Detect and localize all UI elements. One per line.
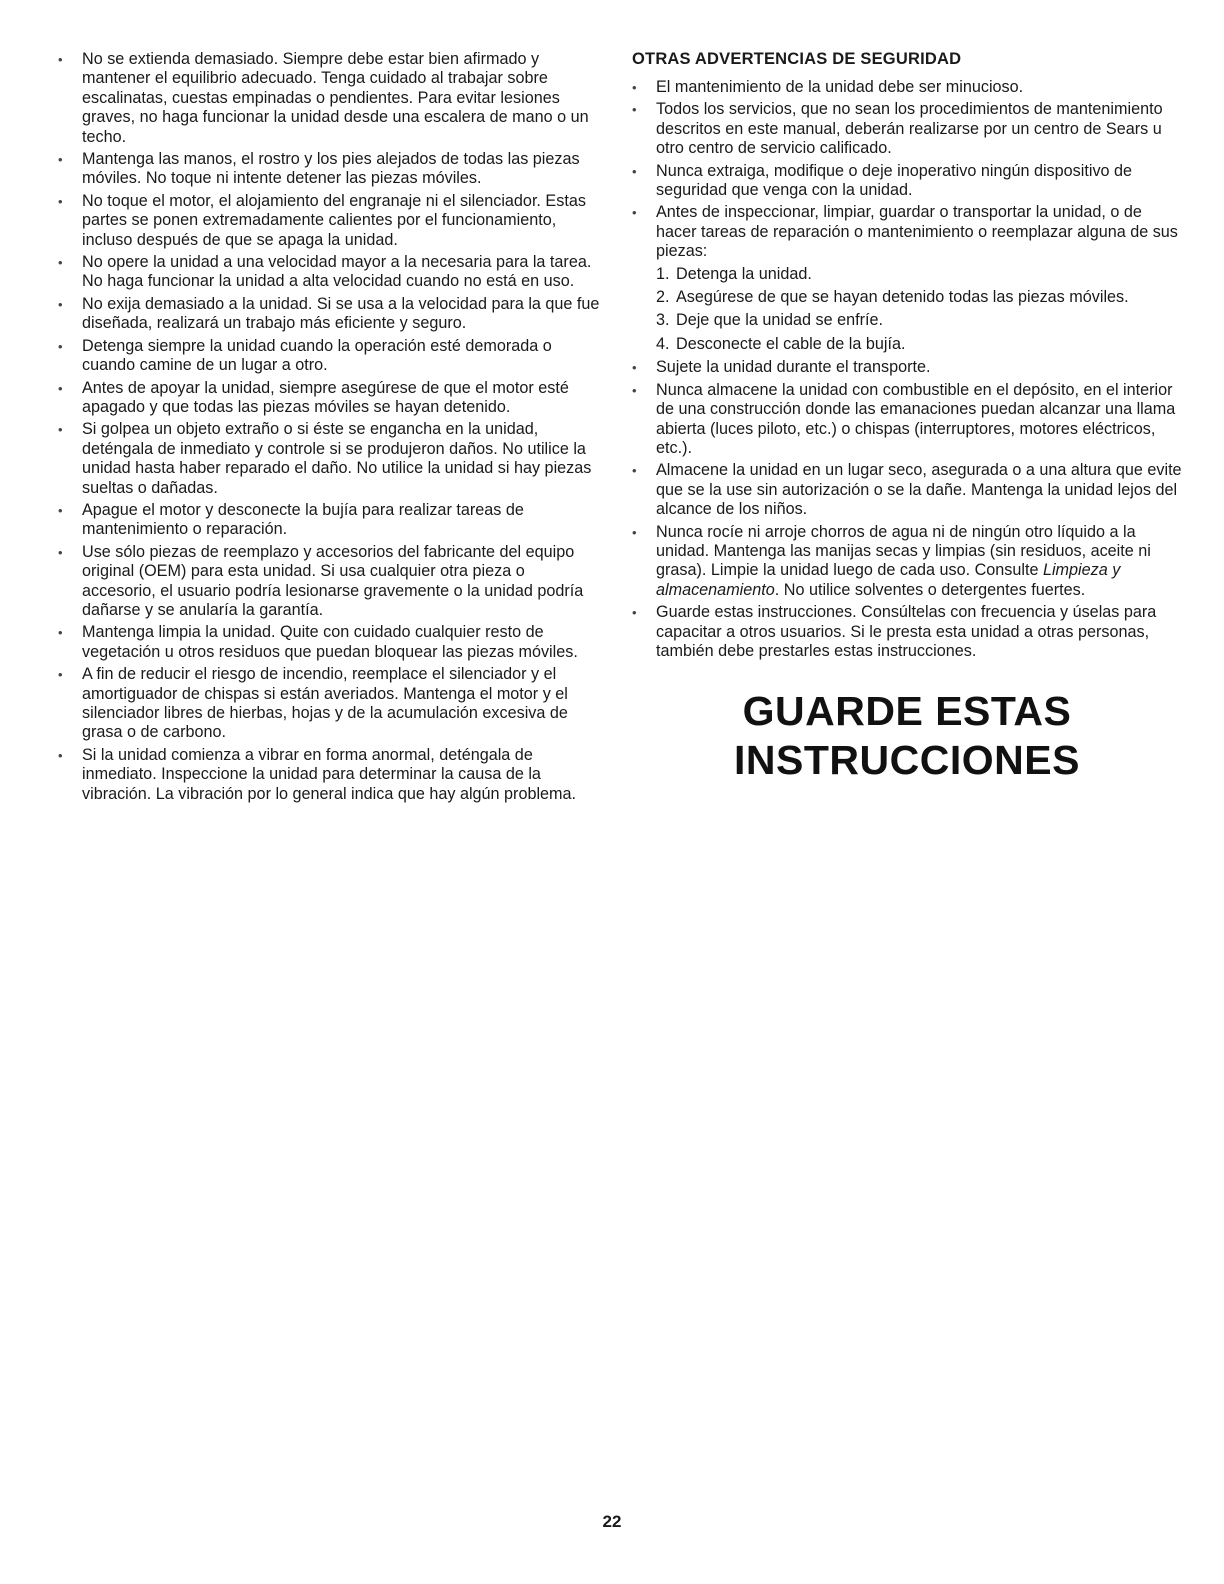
bullet-icon: • (58, 152, 63, 168)
bullet-icon: • (58, 52, 63, 67)
list-item: • Use sólo piezas de reemplazo y accesorios del fabricante del equipo original (OEM) para esta unidad. Si usa cualquier otra pieza o accesorio, el usuario podría lesionarse gravemente o la unidad podría dañarse y se anularía la garantía. (58, 542, 584, 619)
list-item: • A fin de reducir el riesgo de incendio, reemplace el silenciador y el amortiguador de chispas si están averiados. Mantenga el motor y el silenciador libres de hierbas, hojas y de la acumulación excesiva de grasa o de carbono. (58, 665, 568, 742)
bullet-icon: • (632, 382, 637, 398)
bullet-icon: • (58, 338, 63, 354)
list-item: • Guarde estas instrucciones. Consúltelas con frecuencia y úselas para capacitar a otros usuarios. Si le presta esta unidad a otras personas, también debe prestarles estas instrucciones. (632, 603, 1157, 660)
page-number: 22 (602, 1512, 622, 1531)
safety-list-right (632, 78, 1182, 661)
bullet-icon: • (58, 193, 63, 209)
banner-line-1: GUARDE ESTAS (742, 688, 1072, 735)
step-number: 2. (656, 288, 670, 307)
list-item: • No toque el motor, el alojamiento del engranaje ni el silenciador. Estas partes se ponen extremadamente calientes por el funcionamiento, incluso después de que se apaga la unidad. (58, 191, 586, 249)
bullet-icon: • (632, 80, 637, 95)
list-item: • Nunca rocíe ni arroje chorros de agua ni de ningún otro líquido a la unidad. Mantenga las manijas secas y limpias (sin residuos, aceite ni grasa). Limpie la unidad luego de cada uso. Consulte Limpieza y almacenamiento. No utilice solventes o detergentes fuertes. (632, 522, 1151, 599)
bullet-icon: • (58, 255, 63, 271)
list-item: • Sujete la unidad durante el transporte. (632, 358, 931, 377)
bullet-icon: • (632, 524, 637, 540)
left-column (58, 50, 602, 807)
list-item: • Nunca extraiga, modifique o deje inoperativo ningún dispositivo de seguridad que venga con la unidad. (632, 161, 1133, 200)
list-item: • Detenga siempre la unidad cuando la operación esté demorada o cuando camine de un lugar a otro. (58, 336, 552, 375)
banner-line-2: INSTRUCCIONES (734, 737, 1080, 784)
list-item: • El mantenimiento de la unidad debe ser minucioso. (632, 78, 1024, 96)
bullet-icon: • (58, 296, 63, 312)
list-item: • Mantenga las manos, el rostro y los pies alejados de todas las piezas móviles. No toque ni intente detener las piezas móviles. (58, 150, 580, 188)
bullet-icon: • (58, 544, 63, 560)
bullet-icon: • (632, 605, 637, 621)
list-item: • Almacene la unidad en un lugar seco, asegurada o a una altura que evite que se la use sin autorización o se la dañe. Mantenga la unidad lejos del alcance de los niños. (632, 461, 1182, 519)
bullet-icon: • (58, 667, 63, 683)
step-item: 2. Asegúrese de que se hayan detenido todas las piezas móviles. (656, 288, 1129, 307)
list-item: • Antes de inspeccionar, limpiar, guardar o transportar la unidad, o de hacer tareas de reparación o mantenimiento o reemplazar alguna de sus piezas: 1. Detenga la unidad. 2. Asegúrese de que se hayan detenido todas las piezas móviles. 3. Deje que la unidad se enfríe. 4. Desconecte el cable de la bujía. (632, 203, 1182, 354)
bullet-icon: • (58, 502, 63, 518)
bullet-icon: • (632, 205, 637, 221)
list-item: • No opere la unidad a una velocidad mayor a la necesaria para la tarea. No haga funcionar la unidad a alta velocidad cuando no está en uso. (58, 253, 592, 291)
step-item: 4. Desconecte el cable de la bujía. (656, 334, 906, 353)
bullet-icon: • (632, 360, 637, 376)
bullet-icon: • (632, 163, 637, 179)
cross-reference: Limpieza y almacenamiento (656, 561, 1121, 599)
list-item: • Si golpea un objeto extraño o si éste se engancha en la unidad, deténgala de inmediato y controle si se produjeron daños. No utilice la unidad hasta haber reparado el daño. No utilice la unidad si hay piezas sueltas o dañadas. (58, 420, 592, 497)
bullet-icon: • (58, 380, 63, 396)
bullet-icon: • (58, 747, 63, 763)
numbered-steps (656, 265, 1182, 355)
section-title: OTRAS ADVERTENCIAS DE SEGURIDAD (632, 50, 962, 68)
step-number: 3. (656, 311, 670, 330)
list-item: • No se extienda demasiado. Siempre debe estar bien afirmado y mantener el equilibrio adecuado. Tenga cuidado al trabajar sobre escalinatas, cuestas empinadas o pendientes. Para evitar lesiones graves, no haga funcionar la unidad desde una escalera de mano o un techo. (58, 50, 589, 146)
list-item: • Antes de apoyar la unidad, siempre asegúrese de que el motor esté apagado y que todas las piezas móviles se hayan detenido. (58, 378, 569, 416)
bullet-icon: • (58, 422, 63, 438)
list-item: • Nunca almacene la unidad con combustible en el depósito, en el interior de una construcción donde las emanaciones puedan alcanzar una llama abierta (luces piloto, etc.) o chispas (interruptores, motores eléctricos, etc.). (632, 380, 1176, 457)
step-item: 3. Deje que la unidad se enfríe. (656, 311, 883, 330)
step-item: 1. Detenga la unidad. (656, 264, 812, 283)
bullet-icon: • (58, 625, 63, 641)
list-item: • Apague el motor y desconecte la bujía para realizar tareas de mantenimiento o reparación. (58, 500, 524, 539)
list-item: • No exija demasiado a la unidad. Si se usa a la velocidad para la que fue diseñada, realizará un trabajo más eficiente y seguro. (58, 294, 600, 333)
step-number: 1. (656, 264, 670, 283)
step-number: 4. (656, 334, 670, 353)
bullet-icon: • (632, 463, 637, 479)
list-item: • Todos los servicios, que no sean los procedimientos de mantenimiento descritos en este manual, deberán realizarse por un centro de Sears u otro centro de servicio calificado. (632, 100, 1163, 158)
right-column (632, 50, 1182, 785)
list-item: • Mantenga limpia la unidad. Quite con cuidado cualquier resto de vegetación u otros residuos que puedan bloquear las piezas móviles. (58, 623, 578, 661)
list-item: • Si la unidad comienza a vibrar en forma anormal, deténgala de inmediato. Inspeccione la unidad para determinar la causa de la vibración. La vibración por lo general indica que hay algún problema. (58, 745, 577, 803)
bullet-icon: • (632, 102, 637, 118)
safety-list-left (58, 50, 602, 804)
save-instructions-banner (632, 687, 1182, 785)
